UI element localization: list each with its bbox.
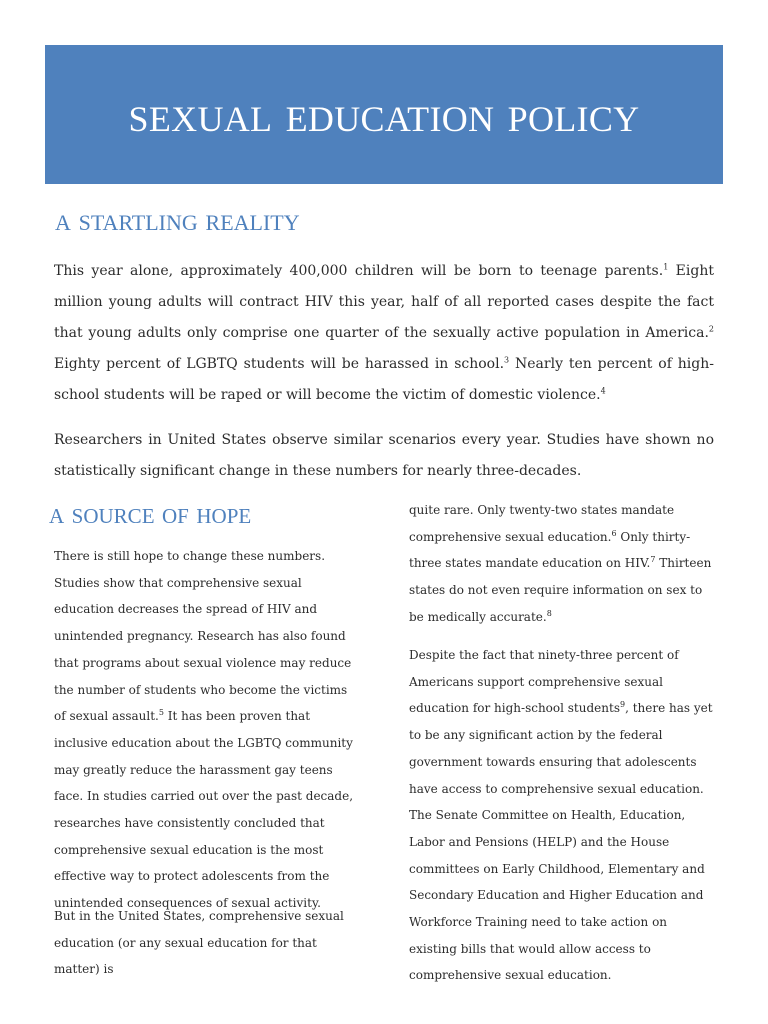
footnote-ref: 5 — [158, 708, 164, 718]
paragraph-statistics — [54, 256, 714, 411]
footnote-ref: 9 — [619, 700, 626, 710]
text-segment: Thirteen states do not even require information on sex to be medically accurate. — [409, 556, 712, 624]
text-segment: Eight million young adults will contract HIV this year, half of all reported cases despite the fact that young adults only comprise one quarter of the sexually active population in America. — [54, 263, 714, 341]
text-segment: It has been proven that inclusive education about the LGBTQ community may greatly reduce the harassment gay teens face. In studies carried out over the past decade, researches have consistently concluded that comprehensive sexual education is the most effective way to protect adolescents from the unintended consequences of sexual activity. — [54, 709, 354, 911]
text-segment: Eighty percent of LGBTQ students will be harassed in school. — [54, 356, 505, 372]
paragraph-researchers: Researchers in United States observe similar scenarios every year. Studies have shown no statistically significant change in these numbers for nearly three-decades. — [54, 432, 714, 479]
title-banner — [45, 45, 723, 184]
footnote-ref: 1 — [663, 262, 669, 272]
section-heading-startling-reality: a startling reality — [55, 202, 300, 237]
text-segment: Only thirty-three states mandate education on HIV. — [409, 529, 691, 571]
paragraph-united-states: But in the United States, comprehensive sexual education (or any sexual education for that matter) is — [54, 909, 344, 977]
footnote-ref: 6 — [611, 528, 617, 538]
text-segment: Nearly ten percent of high-school students will be raped or will become the victim of domestic violence. — [54, 356, 714, 403]
text-segment: quite rare. Only twenty-two states mandate comprehensive sexual education. — [409, 503, 675, 544]
footnote-ref: 8 — [546, 608, 552, 618]
footnote-ref: 2 — [708, 324, 714, 334]
paragraph-federal-action — [409, 642, 715, 989]
page-title: sexual education policy — [128, 86, 640, 143]
text-segment: Despite the fact that ninety-three percent of Americans support comprehensive sexual education for high-school students — [409, 648, 679, 716]
text-segment: , there has yet to be any significant action by the federal government towards ensuring that adolescents have access to comprehensive sexual education. The Senate Committee on Health, Education, Labor and Pensions (HELP) and the House committees on Early Childhood, Elementary and Secondary Education and Higher Education and Workforce Training need to take action on existing bills that would allow access to comprehensive sexual education. — [409, 701, 713, 983]
text-segment: There is still hope to change these numbers. Studies show that comprehensive sexual education decreases the spread of HIV and unintended pregnancy. Research has also found that programs about sexual violence may reduce the number of students who become the victims of sexual assault. — [54, 549, 352, 724]
footnote-ref: 3 — [504, 355, 510, 365]
footnote-ref: 7 — [650, 555, 656, 565]
paragraph-state-mandates — [409, 497, 715, 631]
footnote-ref: 4 — [600, 386, 606, 396]
section-heading-source-of-hope: a source of hope — [49, 497, 252, 530]
paragraph-hope — [54, 543, 354, 917]
text-segment: This year alone, approximately 400,000 children will be born to teenage parents. — [54, 263, 664, 279]
